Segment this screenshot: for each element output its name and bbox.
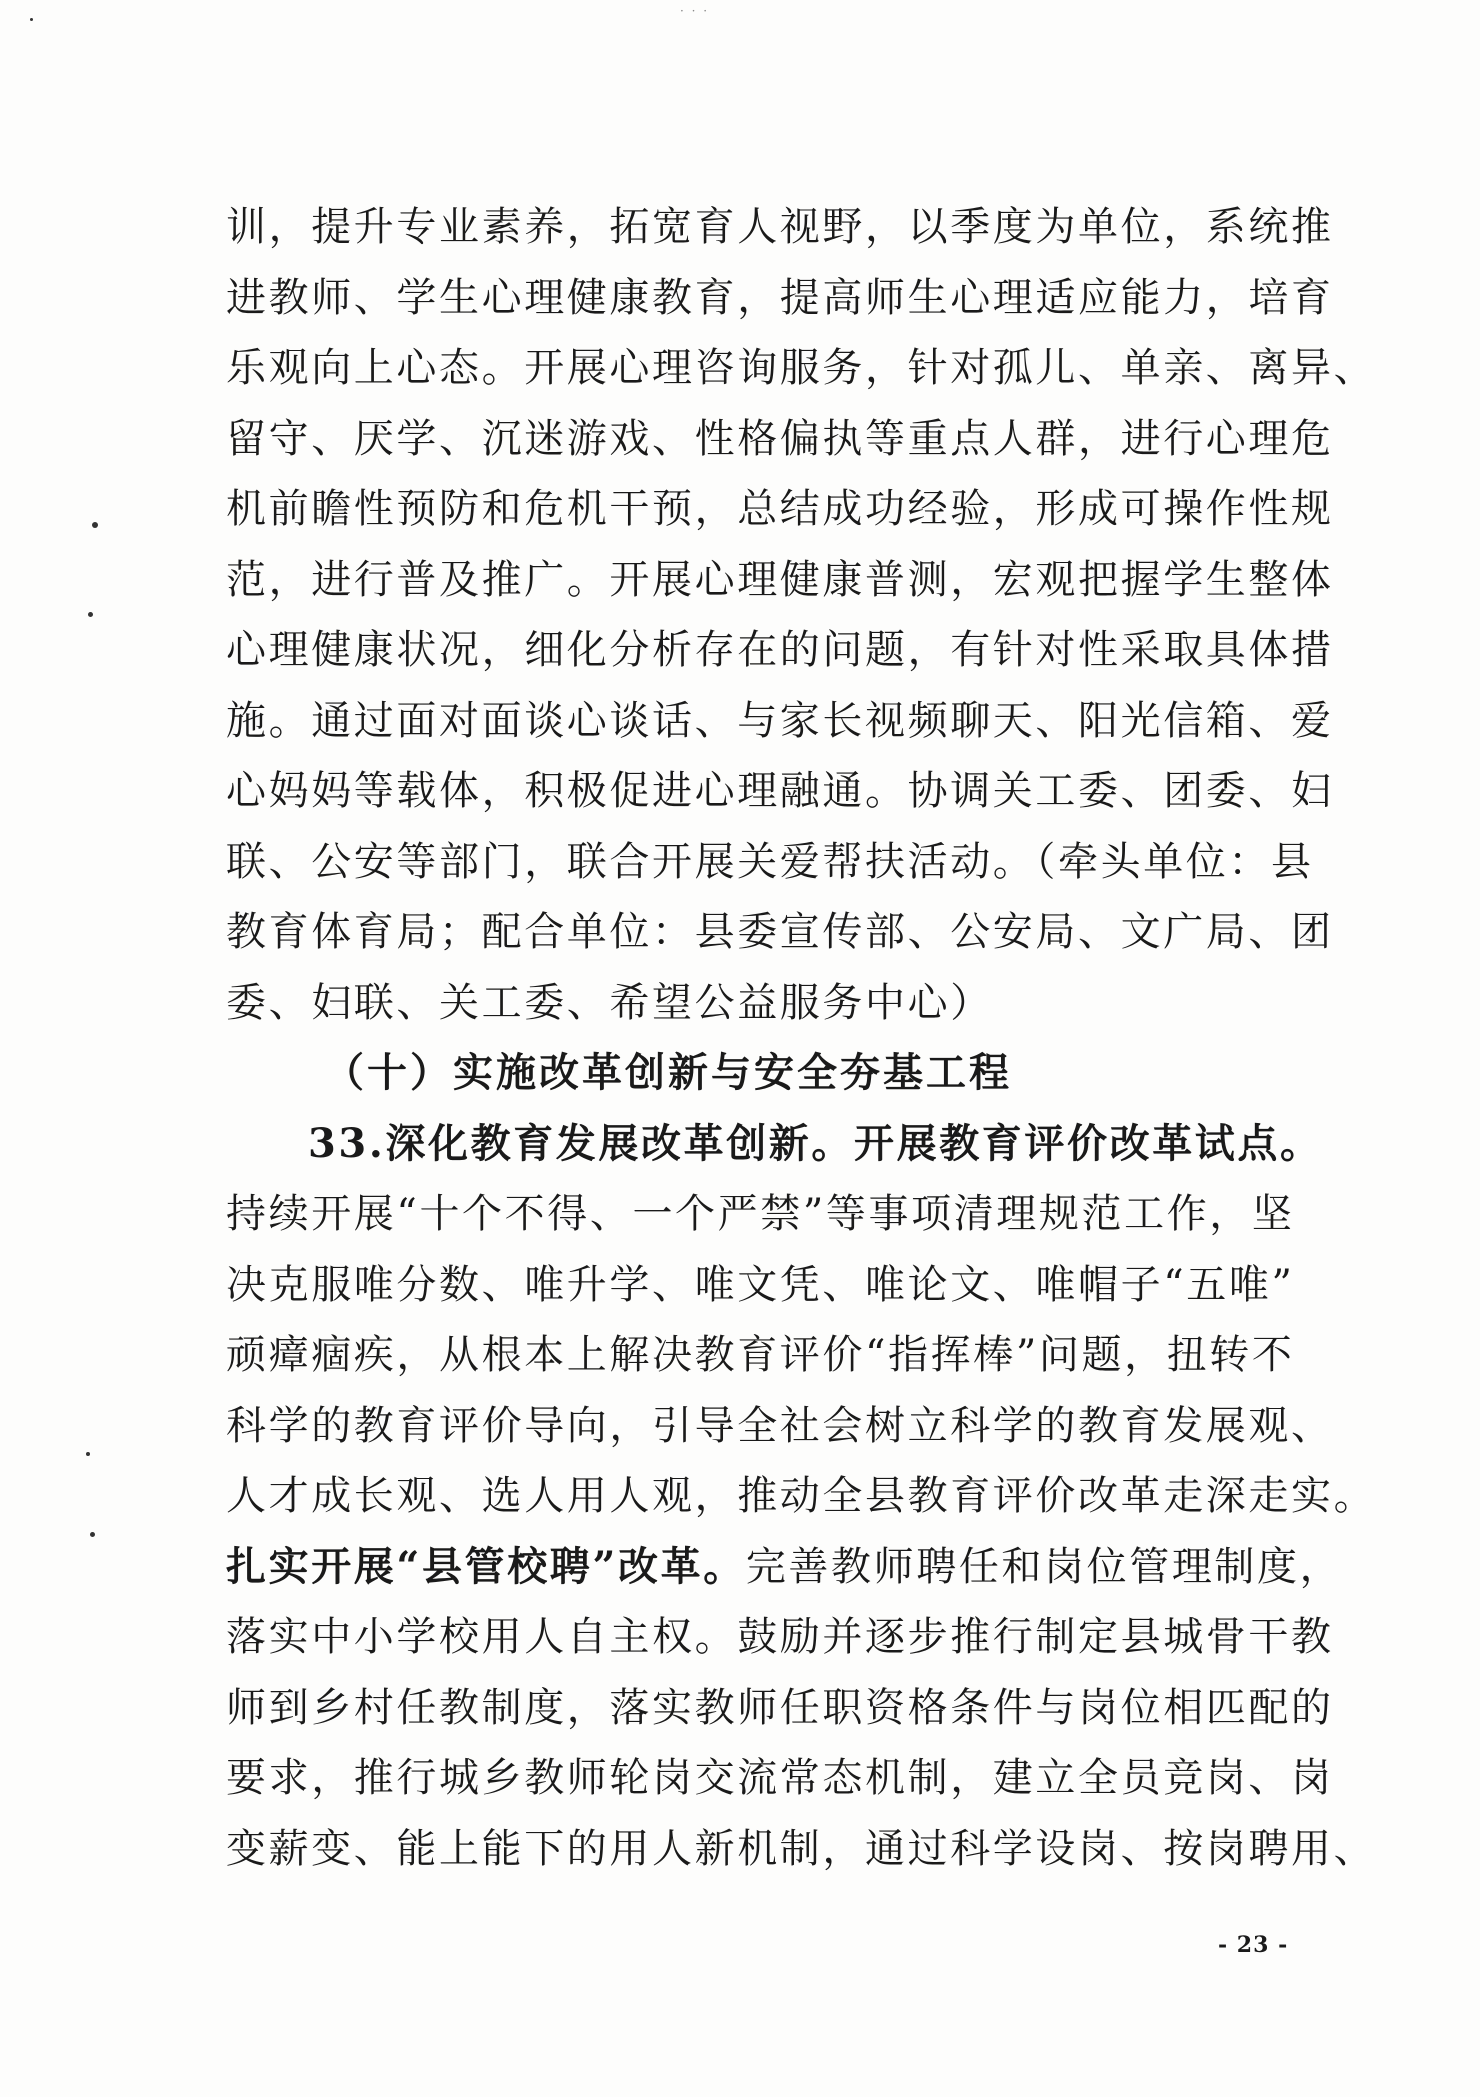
scan-artifact: · · · xyxy=(680,4,710,18)
text-line: 乐观向上心态。开展心理咨询服务，针对孤儿、单亲、离异、 xyxy=(226,345,1377,391)
text-line: 顽瘴痼疾，从根本上解决教育评价“指挥棒”问题，扭转不 xyxy=(226,1332,1295,1378)
text-line: 变薪变、能上能下的用人新机制，通过科学设岗、按岗聘用、 xyxy=(226,1825,1377,1872)
body-text xyxy=(226,192,1377,1884)
text-line: 委、妇联、关工委、希望公益服务中心） xyxy=(226,979,993,1026)
text-line: 训，提升专业素养，拓宽育人视野，以季度为单位，系统推 xyxy=(226,204,1334,250)
text-line: 范，进行普及推广。开展心理健康普测，宏观把握学生整体 xyxy=(226,556,1334,603)
text-line: 联、公安等部门，联合开展关爱帮扶活动。（牵头单位：县 xyxy=(226,838,1314,885)
text-line: 人才成长观、选人用人观，推动全县教育评价改革走深走实。 xyxy=(226,1473,1377,1519)
scan-speck xyxy=(30,18,33,21)
section-heading: （十）实施改革创新与安全夯基工程 xyxy=(324,1049,1012,1096)
text-line: 施。通过面对面谈心谈话、与家长视频聊天、阳光信箱、爱 xyxy=(226,697,1334,744)
text-line: 落实中小学校用人自主权。鼓励并逐步推行制定县城骨干教 xyxy=(226,1614,1334,1660)
text-line: 心理健康状况，细化分析存在的问题，有针对性采取具体措 xyxy=(226,627,1334,673)
scan-speck xyxy=(88,612,93,617)
text-line: 科学的教育评价导向，引导全社会树立科学的教育发展观、 xyxy=(226,1402,1334,1449)
text-line: 持续开展“十个不得、一个严禁”等事项清理规范工作，坚 xyxy=(226,1191,1295,1237)
text-line: 心妈妈等载体，积极促进心理融通。协调关工委、团委、妇 xyxy=(226,768,1334,814)
text-line-with-bold-lead xyxy=(226,1532,1343,1603)
text-line: 师到乡村任教制度，落实教师任职资格条件与岗位相匹配的 xyxy=(226,1684,1334,1731)
text-line: 进教师、学生心理健康教育，提高师生心理适应能力，培育 xyxy=(226,274,1334,321)
scan-speck xyxy=(90,1532,95,1537)
text-line: 决克服唯分数、唯升学、唯文凭、唯论文、唯帽子“五唯” xyxy=(226,1261,1295,1308)
page-number: - 23 - xyxy=(1218,1932,1289,1958)
text-line: 机前瞻性预防和危机干预，总结成功经验，形成可操作性规 xyxy=(226,486,1334,532)
text-continuation: 完善教师聘任和岗位管理制度， xyxy=(745,1543,1343,1590)
text-line: 留守、厌学、沉迷游戏、性格偏执等重点人群，进行心理危 xyxy=(226,415,1334,462)
bold-lead-text: 扎实开展“县管校聘”改革。 xyxy=(226,1542,746,1590)
scan-speck xyxy=(92,522,98,528)
item-title: 33.深化教育发展改革创新。开展教育评价改革试点。 xyxy=(308,1119,1323,1167)
scan-speck xyxy=(86,1452,90,1456)
text-line: 教育体育局；配合单位：县委宣传部、公安局、文广局、团 xyxy=(226,909,1334,955)
text-line: 要求，推行城乡教师轮岗交流常态机制，建立全员竞岗、岗 xyxy=(226,1755,1334,1801)
